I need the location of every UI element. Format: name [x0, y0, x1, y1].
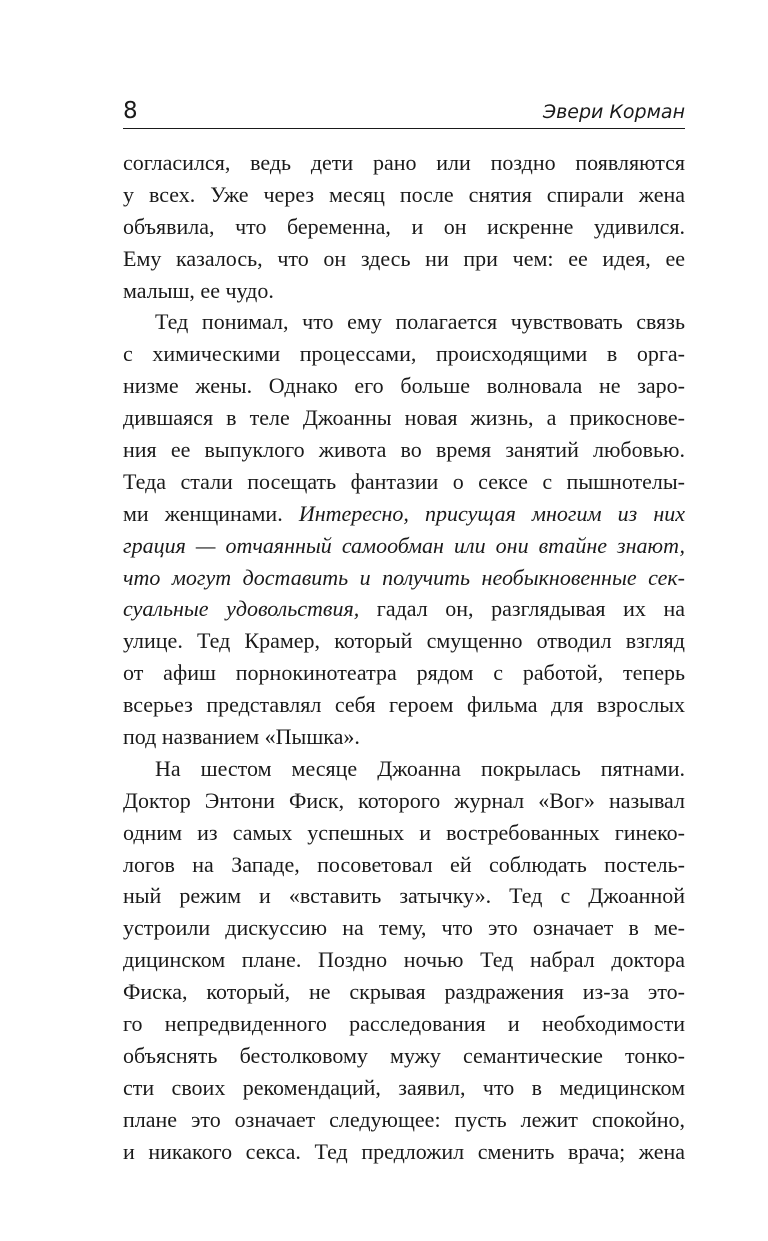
- text-italic: суальные удовольствия,: [123, 596, 360, 622]
- text-line: от афиш порнокинотеатра рядом с работой, теперь: [123, 660, 685, 686]
- text-line: устроили дискуссию на тему, что это означает в ме-: [123, 915, 685, 941]
- text-line: [123, 498, 685, 530]
- text-line: Доктор Энтони Фиск, которого журнал «Вог» называл: [123, 787, 685, 813]
- text-line: ный режим и «вставить затычку». Тед с Джоанной: [123, 883, 685, 909]
- text-italic: грация — отчаянный самообман или они втайне знают,: [123, 532, 685, 558]
- body-text: [123, 147, 685, 1168]
- text-line: дицинском плане. Поздно ночью Тед набрал доктора: [123, 947, 685, 973]
- text-italic: что могут доставить и получить необыкновенные сек-: [123, 564, 685, 590]
- text-line: и никакого секса. Тед предложил сменить врача; жена: [123, 1138, 685, 1164]
- text-line: ния ее выпуклого живота во время занятий любовью.: [123, 437, 685, 463]
- text-line: дившаяся в теле Джоанны новая жизнь, а прикоснове-: [123, 405, 685, 431]
- text-line: одним из самых успешных и востребованных гинеко-: [123, 819, 685, 845]
- text-line: Тед понимал, что ему полагается чувствовать связь: [155, 309, 685, 335]
- text-line: сти своих рекомендаций, заявил, что в медицинском: [123, 1074, 685, 1100]
- text-line: [123, 562, 685, 594]
- text-line: На шестом месяце Джоанна покрылась пятнами.: [155, 755, 685, 781]
- text-plain: ми женщинами.: [123, 500, 299, 526]
- text-line: Теда стали посещать фантазии о сексе с пышнотелы-: [123, 468, 685, 494]
- header-rule: [123, 128, 685, 129]
- text-line: улице. Тед Крамер, который смущенно отводил взгляд: [123, 628, 685, 654]
- text-plain: гадал он, разглядывая их на: [359, 596, 686, 622]
- text-line: малыш, ее чудо.: [123, 277, 274, 303]
- text-line: го непредвиденного расследования и необходимости: [123, 1011, 685, 1037]
- text-line: логов на Западе, посоветовал ей соблюдать постель-: [123, 851, 685, 877]
- text-line: согласился, ведь дети рано или поздно появляются: [123, 150, 685, 175]
- text-line: плане это означает следующее: пусть лежит спокойно,: [123, 1106, 685, 1132]
- text-line: объяснять бестолковому мужу семантические тонко-: [123, 1042, 685, 1068]
- text-line: всерьез представлял себя героем фильма для взрослых: [123, 692, 685, 718]
- text-line: под названием «Пышка».: [123, 724, 360, 750]
- page-number: 8: [123, 98, 138, 124]
- text-line: объявила, что беременна, и он искренне удивился.: [123, 213, 685, 239]
- page-header: [123, 93, 685, 129]
- text-line: [123, 530, 685, 562]
- text-line: у всех. Уже через месяц после снятия спирали жена: [123, 181, 685, 207]
- text-line: [123, 593, 685, 625]
- text-line: с химическими процессами, происходящими в орга-: [123, 341, 685, 367]
- text-line: Фиска, который, не скрывая раздражения из-за это-: [123, 979, 685, 1005]
- running-head-author: Эвери Корман: [542, 101, 685, 123]
- text-line: низме жены. Однако его больше волновала не заро-: [123, 373, 685, 399]
- text-line: Ему казалось, что он здесь ни при чем: ее идея, ее: [123, 245, 685, 271]
- text-italic: Интересно, присущая многим из них: [298, 500, 685, 526]
